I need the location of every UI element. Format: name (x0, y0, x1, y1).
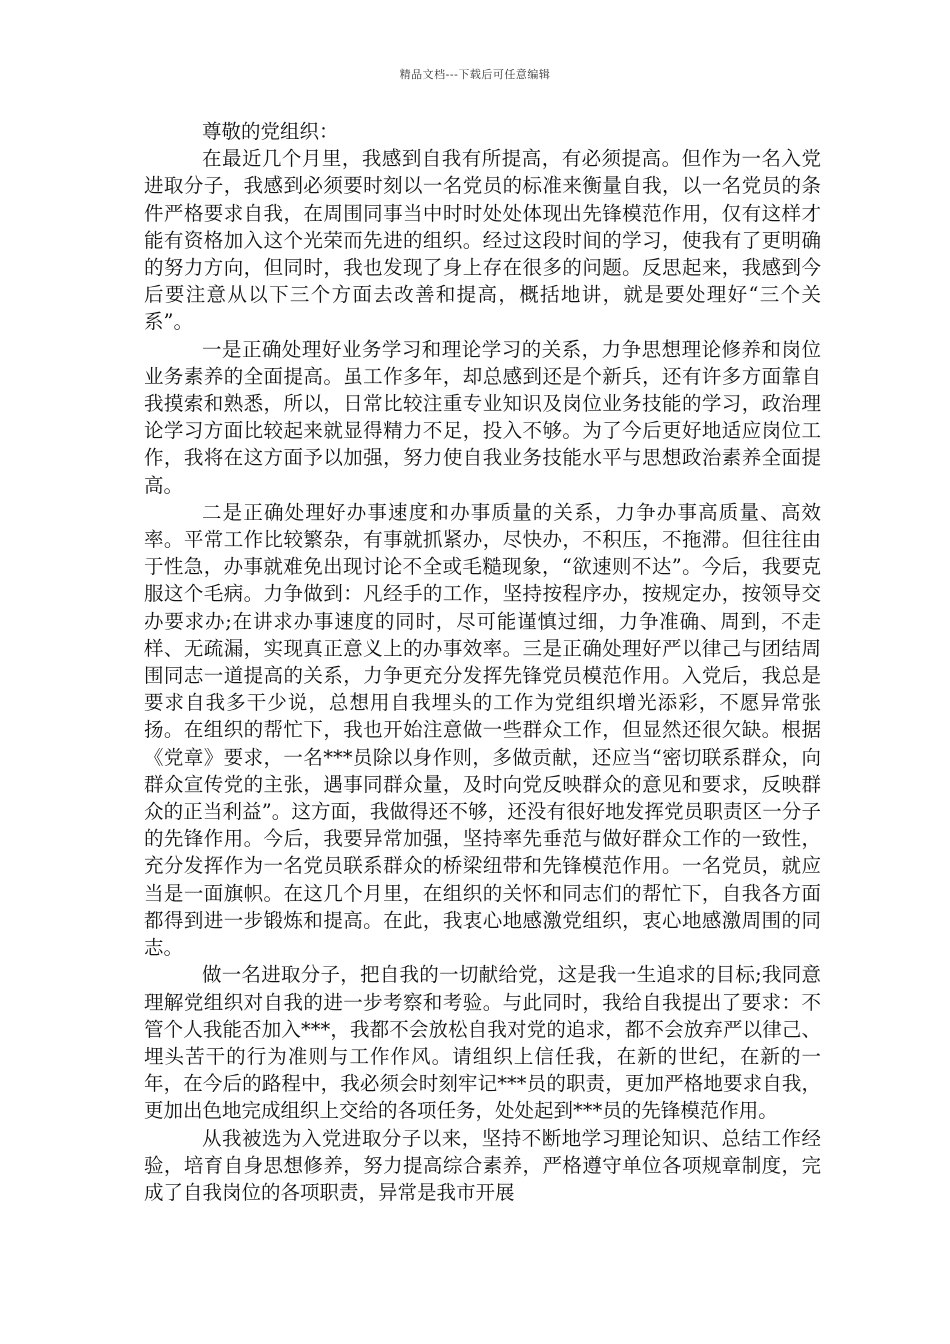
paragraph-study-balance: 一是正确处理好业务学习和理论学习的关系，力争思想理论修养和岗位业务素养的全面提高。虽工作多年，却总感到还是个新兵，还有许多方面靠自我摸索和熟悉，所以，日常比较注重专业知识及岗位业务技能的学习，政治理论学习方面比较起来就显得精力不足，投入不够。为了今后更好地适应岗位工作，我将在这方面予以加强，努力使自我业务技能水平与思想政治素养全面提高。 (144, 337, 821, 497)
paragraph-since-selection: 从我被选为入党进取分子以来，坚持不断地学习理论知识、总结工作经验，培育自身思想修养，努力提高综合素养，严格遵守单位各项规章制度，完成了自我岗位的各项职责，异常是我市开展 (144, 1126, 821, 1204)
letter-body (144, 118, 821, 1206)
header-note: 精品文档---下载后可任意编辑 (399, 68, 551, 81)
salutation: 尊敬的党组织： (202, 120, 339, 143)
paragraph-commitment: 做一名进取分子，把自我的一切献给党，这是我一生追求的目标;我同意理解党组织对自我的进一步考察和考验。与此同时，我给自我提出了要求：不管个人我能否加入***，我都不会放松自我对党的追求，都不会放弃严以律己、埋头苦干的行为准则与工作作风。请组织上信任我，在新的世纪，在新的一年，在今后的路程中，我必须会时刻牢记***员的职责，更加严格地要求自我，更加出色地完成组织上交给的各项任务，处处起到***员的先锋模范作用。 (144, 963, 821, 1123)
paragraph-intro: 在最近几个月里，我感到自我有所提高，有必须提高。但作为一名入党进取分子，我感到必须要时刻以一名党员的标准来衡量自我，以一名党员的条件严格要求自我，在周围同事当中时时处处体现出先锋模范作用，仅有这样才能有资格加入这个光荣而先进的组织。经过这段时间的学习，使我有了更明确的努力方向，但同时，我也发现了身上存在很多的问题。反思起来，我感到今后要注意从以下三个方面去改善和提高，概括地讲，就是要处理好“三个关系”。 (144, 147, 821, 334)
paragraph-work-efficiency: 二是正确处理好办事速度和办事质量的关系，力争办事高质量、高效率。平常工作比较繁杂，有事就抓紧办，尽快办，不积压，不拖滞。但往往由于性急，办事就难免出现讨论不全或毛糙现象，“欲速则不达”。今后，我要克服这个毛病。力争做到：凡经手的工作，坚持按程序办，按规定办，按领导交办要求办;在讲求办事速度的同时，尽可能谨慎过细，力争准确、周到，不走样、无疏漏，实现真正意义上的办事效率。三是正确处理好严以律己与团结周围同志一道提高的关系，力争更充分发挥先锋党员模范作用。入党后，我总是要求自我多干少说，总想用自我埋头的工作为党组织增光添彩，不愿异常张扬。在组织的帮忙下，我也开始注意做一些群众工作，但显然还很欠缺。根据《党章》要求，一名***员除以身作则，多做贡献，还应当“密切联系群众，向群众宣传党的主张，遇事同群众量，及时向党反映群众的意见和要求，反映群众的正当利益”。这方面，我做得还不够，还没有很好地发挥党员职责区一分子的先锋作用。今后，我要异常加强，坚持率先垂范与做好群众工作的一致性，充分发挥作为一名党员联系群众的桥梁纽带和先锋模范作用。一名党员，就应当是一面旗帜。在这几个月里，在组织的关怀和同志们的帮忙下，自我各方面都得到进一步锻炼和提高。在此，我衷心地感激党组织，衷心地感激周围的同志。 (144, 500, 821, 960)
